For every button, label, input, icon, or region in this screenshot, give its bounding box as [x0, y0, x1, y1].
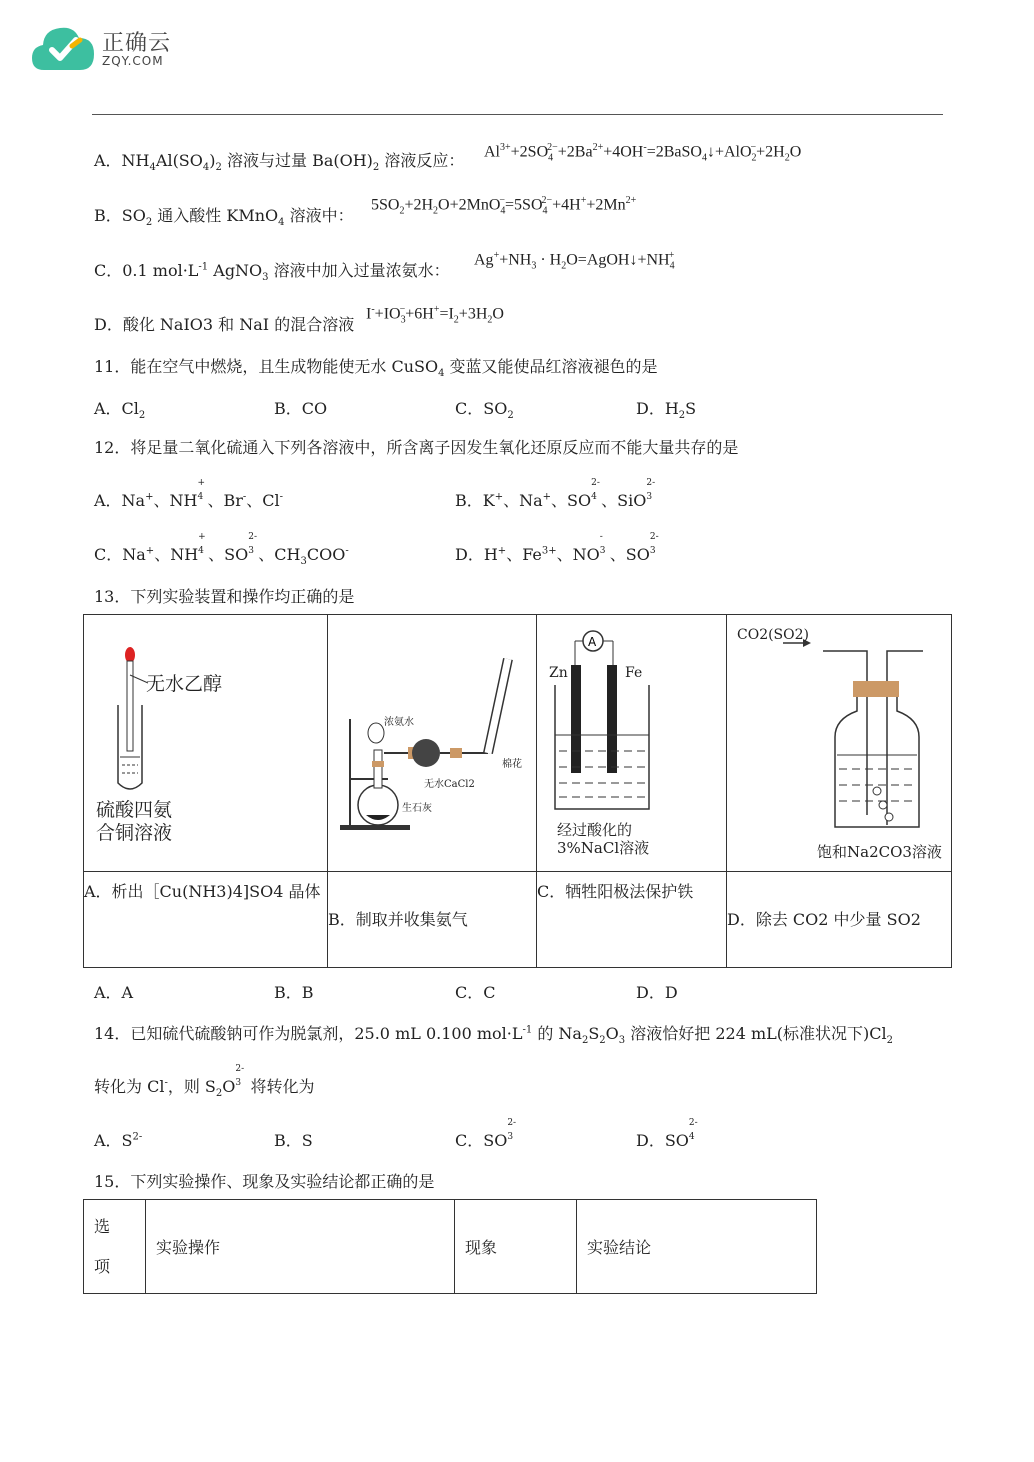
q14-option-b: B．S: [274, 1131, 313, 1150]
q13-d-label-gas: CO2(SO2): [737, 627, 809, 643]
q15-header-operation: 实验操作: [146, 1200, 455, 1294]
q13-image-b: [328, 615, 537, 872]
q12-option-d: D．H+、$Fe^{3+}$、NO - 3 、SO 2- 3: [455, 532, 659, 564]
q14-option-c: C．SO 2- 3: [455, 1118, 517, 1150]
q13-c-label-fe: Fe: [625, 665, 643, 681]
q11-option-c: C．$SO_2$: [455, 399, 514, 422]
q14-option-d: D．SO 2- 4: [636, 1118, 698, 1150]
q10-option-b-equation: $5SO_2+2H_2O+2MnO_4^-=5SO_4^{2-}+4H^++2Mn^{2+}$: [371, 195, 637, 217]
q13-option-d: D．D: [636, 983, 678, 1002]
q14-option-a: A．$S^{2-}$: [94, 1131, 143, 1150]
q12-stem: 12．将足量二氧化硫通入下列各溶液中，所含离子因发生氧化还原反应而不能大量共存的是: [94, 438, 739, 457]
q10-option-a-equation: $Al^{3+}+2SO_4^{2-}+2Ba^{2+}+4OH^-=2BaSO_4↓+AlO_2^-+2H_2O$: [484, 142, 802, 164]
q12-option-c: C．Na+、NH + 4 、SO 2- 3 、$CH_3COO^-$: [94, 532, 349, 568]
q10-option-c-equation: $Ag^++NH_3$ · $H_2O=AgOH↓+NH_4^+$: [474, 250, 675, 272]
q15-header-option: [84, 1200, 146, 1294]
q13-caption-a: A．析出［Cu(NH3)4]SO4 晶体: [84, 872, 328, 968]
q13-b-label-cotton: 棉花: [502, 759, 522, 770]
q14-stem-line1: 14．已知硫代硫酸钠可作为脱氯剂，25.0 mL 0.100 $mol\cdot L^{-1}$ 的 $Na_2S_2O_3$ 溶液恰好把 224 mL(标准状况下)$Cl_2$: [94, 1024, 893, 1047]
q13-a-label-bottom1: 硫酸四氨: [96, 799, 173, 821]
logo-name: 正确云: [102, 31, 172, 56]
ammonia-apparatus-icon: [328, 615, 536, 872]
meter-letter: A: [588, 635, 597, 649]
q13-c-label-zn: Zn: [549, 665, 568, 681]
q10-option-a-label: A．$NH_4Al(SO_4)_2$ 溶液与过量 $Ba(OH)_2$ 溶液反应：: [94, 151, 465, 174]
q13-stem: 13．下列实验装置和操作均正确的是: [94, 587, 355, 606]
q13-a-label-bottom2: 合铜溶液: [96, 822, 173, 844]
q13-option-c: C．C: [455, 983, 496, 1002]
gas-washing-bottle-icon: [727, 615, 951, 872]
q10-option-d-label: D．酸化 NaIO3 和 NaI 的混合溶液: [94, 315, 355, 334]
q13-caption-b: B．制取并收集氨气: [328, 872, 537, 968]
q13-option-b: B．B: [274, 983, 314, 1002]
q15-header-option-1: 选: [94, 1216, 111, 1236]
q13-b-label-lime: 生石灰: [402, 803, 432, 814]
q11-option-d: D．$H_2S$: [636, 399, 697, 422]
q13-image-c: [537, 615, 727, 872]
q13-d-caption: 饱和Na2CO3溶液: [817, 843, 942, 861]
q13-b-label-cacl2: 无水CaCl2: [424, 779, 475, 790]
q11-option-a: A．$Cl_2$: [94, 399, 146, 422]
q11-stem: 11．能在空气中燃烧，且生成物能使无水 CuSO$_4$ 变蓝又能使品红溶液褪色的是: [94, 357, 658, 380]
q13-b-label-ammonia: 浓氨水: [384, 717, 414, 728]
q14-stem-line2: 转化为 Cl-，则 $S_2O$ 2- 3 将转化为: [94, 1064, 315, 1100]
q10-option-b-label: B．$SO_2$ 通入酸性 KMnO$_4$ 溶液中：: [94, 206, 354, 229]
logo-sub: ZQY.COM: [102, 54, 164, 68]
q13-caption-c: C．牺牲阳极法保护铁: [537, 872, 727, 968]
header-rule: [92, 114, 943, 115]
q12-option-b: B．K+、Na+、SO 2- 4 、SiO 2- 3: [455, 478, 656, 510]
q13-option-a: A．A: [94, 983, 134, 1002]
q11-option-b: B．CO: [274, 399, 328, 418]
q15-header-conclusion: 实验结论: [577, 1200, 817, 1294]
q10-option-d-equation: $I^-+IO_3^-+6H^+=I_2+3H_2O$: [366, 304, 504, 326]
q13-caption-d: D．除去 CO2 中少量 SO2: [727, 872, 952, 968]
q13-image-d: [727, 615, 952, 872]
q15-table: [83, 1199, 817, 1294]
q15-stem: 15．下列实验操作、现象及实验结论都正确的是: [94, 1172, 435, 1191]
q13-image-a: [84, 615, 328, 872]
q13-a-label-top: 无水乙醇: [146, 673, 223, 695]
q10-option-c-label: C．0.1 $mol\cdot L^{-1}$ AgNO$_3$ 溶液中加入过量浓氨水：: [94, 261, 450, 284]
q15-header-phenomenon: 现象: [455, 1200, 577, 1294]
q12-option-a: A．Na+、NH + 4 、Br-、Cl-: [94, 478, 284, 510]
q13-c-caption-1: 经过酸化的: [557, 821, 633, 839]
q13-c-caption-2: 3%NaCl溶液: [557, 839, 650, 857]
q13-apparatus-table: [83, 614, 952, 968]
q15-header-option-2: 项: [94, 1256, 111, 1276]
logo-cloud-icon: [30, 20, 96, 72]
